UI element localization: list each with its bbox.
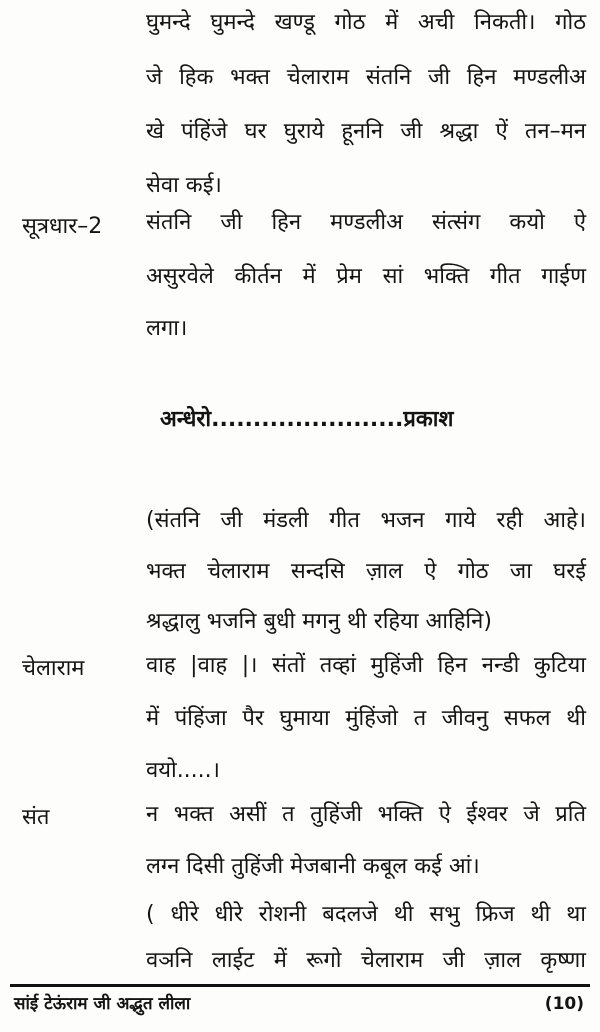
body-line: लगा। [146,316,188,341]
body-line: न भक्त असीं त तुहिंजी भक्ति ऐ ईश्वर जे प्रति [146,802,586,827]
body-line: वयो.....। [146,758,220,783]
body-line: लग्न दिसी तुहिंजी मेजबानी कबूल कई आं। [146,854,480,879]
stage-direction-line: भक्त चेलाराम सन्दसि ज़ाल ऐ गोठ जा घरई [146,559,586,584]
body-line: घुमन्दे घुमन्दे खण्डू गोठ में अची निकती। गोठ [146,10,586,35]
body-line: वाह |वाह |। संतों तव्हां मुहिंजी हिन नन्डी कुटिया [146,653,586,678]
speaker-sutradhar: सूत्रधार–2 [22,214,103,239]
stage-direction-line: ( धीरे धीरे रोशनी बदलजे थी सभु फ्रिज थी था [146,902,586,927]
body-line: सेवा कई। [146,173,222,198]
stage-direction-line: श्रद्धालु भजनि बुधी मगनु थी रहिया आहिनि) [146,609,492,634]
footer-rule [10,984,590,987]
body-line: जे हिक भक्त चेलाराम संतनि जी हिन मण्डलीअ [146,65,586,90]
body-line: असुरवेले कीर्तन में प्रेम सां भक्ति गीत गाईण [146,264,586,289]
body-line: खे पंहिंजे घर घुराये हूननि जी श्रद्धा ऐं तन–मन [146,119,586,144]
speaker-sant: संत [22,805,50,830]
stage-direction-line: वञनि लाईट में रूगो चेलाराम जी ज़ाल कृष्णा [146,948,586,973]
scene-direction: अन्धेरो.......................प्रकाश [160,407,454,432]
body-line: में पंहिंजा पैर घुमाया मुंहिंजो त जीवनु सफल थी [146,706,586,731]
page-number: (10) [544,994,584,1014]
stage-direction-line: (संतनि जी मंडली गीत भजन गाये रही आहे। [146,508,586,533]
speaker-chelaram: चेलाराम [22,656,85,681]
footer-title: सांई टेऊंराम जी अद्भुत लीला [14,994,191,1014]
body-line: संतनि जी हिन मण्डलीअ संत्संग कयो ऐ [146,210,586,235]
